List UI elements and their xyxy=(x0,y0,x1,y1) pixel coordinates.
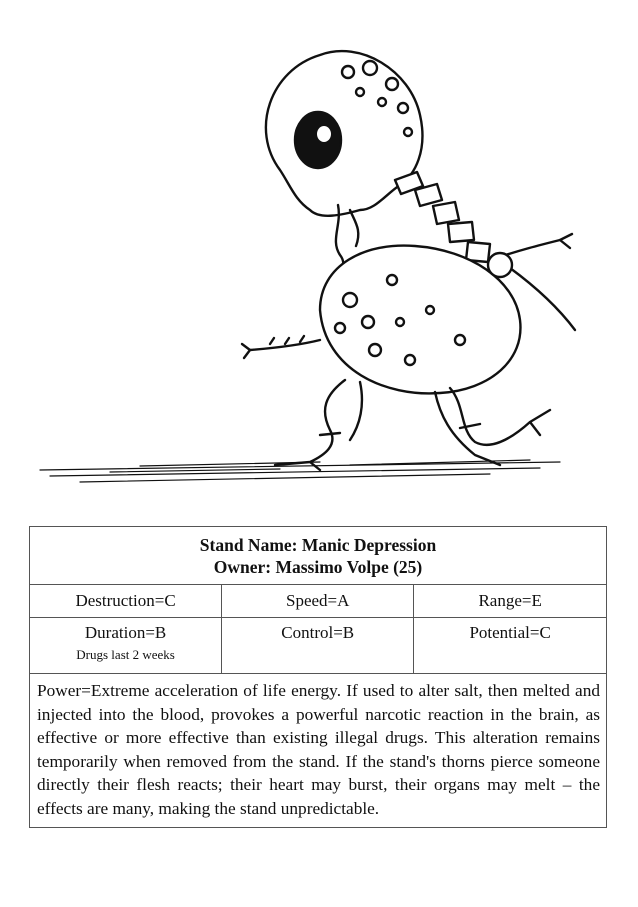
stat-control: Control=B xyxy=(222,618,414,674)
stat-duration-cell xyxy=(30,618,222,674)
power-description: Power=Extreme acceleration of life energy. If used to alter salt, then melted and injected into the blood, provokes a powerful narcotic reaction in the brain, as effective or more effective than existing illegal drugs. This alteration remains temporarily when removed from the stand. If the stand's thorns pierce someone directly their flesh reacts; their heart may burst, their organs may melt – the effects are many, making the stand unpredictable. xyxy=(30,674,607,828)
stand-owner: Owner: Massimo Volpe (25) xyxy=(213,557,423,577)
stand-illustration xyxy=(20,10,620,510)
stat-speed: Speed=A xyxy=(222,585,414,618)
stand-stats-table xyxy=(29,526,607,828)
stat-duration-note: Drugs last 2 weeks xyxy=(76,647,175,662)
back-leg xyxy=(450,388,550,445)
stat-range: Range=E xyxy=(414,585,607,618)
stand-name: Stand Name: Manic Depression xyxy=(199,535,437,555)
stat-duration: Duration=B xyxy=(84,623,167,642)
eye-socket xyxy=(295,112,341,168)
front-leg xyxy=(275,380,345,470)
stat-destruction: Destruction=C xyxy=(30,585,222,618)
stand-header-cell xyxy=(30,527,607,585)
stat-potential: Potential=C xyxy=(414,618,607,674)
